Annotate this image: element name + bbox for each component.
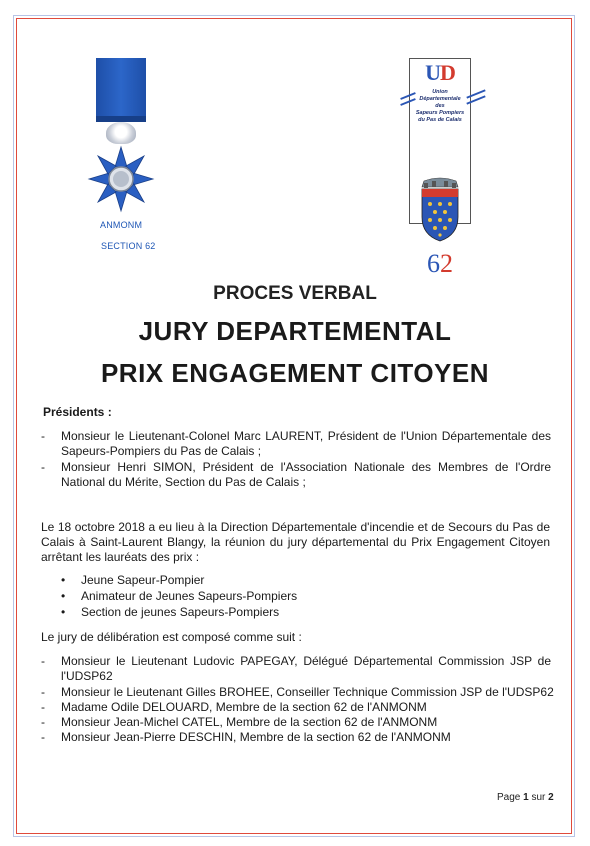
president-2: Monsieur Henri SIMON, Président de l'Association Nationale des Membres de l'Ordre National du Mérite, Section du Pas de Calais ; (61, 460, 551, 489)
coat-of-arms-icon (418, 177, 462, 243)
jury-member-2: Monsieur le Lieutenant Gilles BROHEE, Conseiller Technique Commission JSP de l'UDSP62 (61, 685, 554, 699)
list-item: - Monsieur Henri SIMON, Président de l'Association Nationale des Membres de l'Ordre National du Mérite, Section du Pas de Calais ; (41, 460, 551, 489)
org-caption-line2: SECTION 62 (101, 241, 156, 251)
title-prix: PRIX ENGAGEMENT CITOYEN (100, 358, 490, 388)
jury-member-1: Monsieur le Lieutenant Ludovic PAPEGAY, Délégué Départemental Commission JSP de l'UDSP62 (61, 654, 551, 683)
page-number: Page 1 sur 2 (497, 792, 554, 803)
list-item: - Madame Odile DELOUARD, Membre de la section 62 de l'ANMONM (41, 700, 427, 714)
title-jury: JURY DEPARTEMENTAL (138, 316, 452, 346)
list-item: - Monsieur le Lieutenant Gilles BROHEE, Conseiller Technique Commission JSP de l'UDSP62 (41, 685, 551, 701)
org-caption-line1: ANMONM (100, 220, 143, 230)
national-order-of-merit-medal-icon (86, 58, 156, 208)
medal-laurel-icon (106, 122, 136, 144)
jury-heading: Le jury de délibération est composé comme suit : (41, 630, 302, 644)
title-proces-verbal: PROCES VERBAL (213, 283, 377, 304)
list-item: - Monsieur Jean-Pierre DESCHIN, Membre de la section 62 de l'ANMONM (41, 730, 451, 744)
list-item: - Monsieur Jean-Michel CATEL, Membre de la section 62 de l'ANMONM (41, 715, 438, 729)
medal-star-icon (86, 144, 156, 214)
logo-ud: UD (425, 60, 455, 85)
udsp62-logo-icon (409, 58, 471, 278)
medal-ribbon (96, 58, 146, 122)
jury-member-3: Madame Odile DELOUARD, Membre de la section 62 de l'ANMONM (61, 700, 427, 714)
list-item: - Monsieur le Lieutenant Ludovic PAPEGAY, Délégué Départemental Commission JSP de l'UDSP62 (41, 654, 551, 683)
prize-3: Section de jeunes Sapeurs-Pompiers (81, 605, 280, 619)
prize-1: Jeune Sapeur-Pompier (81, 573, 205, 587)
list-item: - Monsieur le Lieutenant-Colonel Marc LAURENT, Président de l'Union Départementale des Sapeurs-Pompiers du Pas de Calais ; (41, 429, 551, 458)
logo-62: 62 (427, 249, 453, 278)
jury-member-5: Monsieur Jean-Pierre DESCHIN, Membre de la section 62 de l'ANMONM (61, 730, 451, 744)
president-1: Monsieur le Lieutenant-Colonel Marc LAURENT, Président de l'Union Départementale des Sapeurs-Pompiers du Pas de Calais ; (61, 429, 551, 458)
logo-text: Union Départementale des Sapeurs Pompiers du Pas de Calais (415, 89, 465, 123)
jury-member-4: Monsieur Jean-Michel CATEL, Membre de la section 62 de l'ANMONM (61, 715, 438, 729)
presidents-heading: Présidents : (43, 405, 112, 419)
prize-2: Animateur de Jeunes Sapeurs-Pompiers (81, 589, 298, 603)
intro-paragraph: Le 18 octobre 2018 a eu lieu à la Direction Départementale d'incendie et de Secours du Pas de Calais à Saint-Laurent Blangy, la réunion du jury départemental du Prix Engagement Citoyen arrêtant les lauréats des prix : (41, 520, 550, 564)
